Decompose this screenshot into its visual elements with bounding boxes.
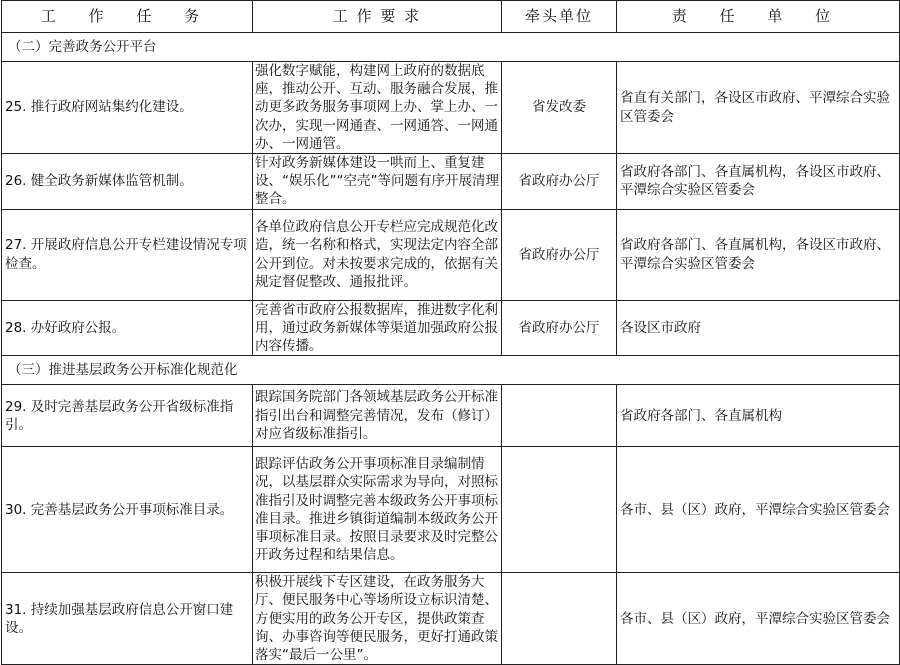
table-row <box>2 447 900 573</box>
section-row <box>2 356 900 385</box>
lead-cell: 省政府办公厅 <box>502 209 617 300</box>
table-row <box>2 62 900 154</box>
responsible-cell: 省政府各部门、各直属机构，各设区市政府、平潭综合实验区管委会 <box>617 154 900 210</box>
responsible-cell: 各市、县（区）政府，平潭综合实验区管委会 <box>617 573 900 665</box>
responsible-cell: 各设区市政府 <box>617 300 900 356</box>
task-cell: 30. 完善基层政务公开事项标准目录。 <box>2 447 253 573</box>
lead-cell: 省政府办公厅 <box>502 154 617 210</box>
header-responsible: 责 任 单 位 <box>617 1 900 33</box>
work-task-table <box>1 0 900 665</box>
lead-cell <box>502 447 617 573</box>
header-lead: 牵头单位 <box>502 1 617 33</box>
lead-cell <box>502 573 617 665</box>
header-requirement: 工 作 要 求 <box>253 1 502 33</box>
requirement-cell: 各单位政府信息公开专栏应完成规范化改造，统一名称和格式，实现法定内容全部公开到位。对未按要求完成的，依据有关规定督促整改、通报批评。 <box>253 209 502 300</box>
section-row <box>2 33 900 62</box>
requirement-cell: 针对政务新媒体建设一哄而上、重复建设、“娱乐化”“空壳”等问题有序开展清理整合。 <box>253 154 502 210</box>
header-task: 工 作 任 务 <box>2 1 253 33</box>
requirement-cell: 跟踪国务院部门各领域基层政务公开标准指引出台和调整完善情况，发布（修订）对应省级标准指引。 <box>253 385 502 447</box>
task-cell: 25. 推行政府网站集约化建设。 <box>2 62 253 154</box>
task-cell: 29. 及时完善基层政务公开省级标准指引。 <box>2 385 253 447</box>
table-row <box>2 209 900 300</box>
requirement-cell: 强化数字赋能，构建网上政府的数据底座，推动公开、互动、服务融合发展，推动更多政务服务事项网上办、掌上办、一次办，实现一网通查、一网通答、一网通办、一网通管。 <box>253 62 502 154</box>
table-row <box>2 154 900 210</box>
requirement-cell: 完善省市政府公报数据库，推进数字化利用，通过政务新媒体等渠道加强政府公报内容传播。 <box>253 300 502 356</box>
responsible-cell: 省直有关部门，各设区市政府、平潭综合实验区管委会 <box>617 62 900 154</box>
responsible-cell: 各市、县（区）政府，平潭综合实验区管委会 <box>617 447 900 573</box>
table-row <box>2 300 900 356</box>
responsible-cell: 省政府各部门、各直属机构 <box>617 385 900 447</box>
task-cell: 31. 持续加强基层政府信息公开窗口建设。 <box>2 573 253 665</box>
table-row <box>2 385 900 447</box>
lead-cell: 省政府办公厅 <box>502 300 617 356</box>
requirement-cell: 积极开展线下专区建设，在政务服务大厅、便民服务中心等场所设立标识清楚、方便实用的政务公开专区，提供政策查询、办事咨询等便民服务，更好打通政策落实“最后一公里”。 <box>253 573 502 665</box>
table-row <box>2 573 900 665</box>
task-cell: 28. 办好政府公报。 <box>2 300 253 356</box>
lead-cell: 省发改委 <box>502 62 617 154</box>
section-title: （二）完善政务公开平台 <box>2 33 900 62</box>
task-cell: 26. 健全政务新媒体监管机制。 <box>2 154 253 210</box>
section-title: （三）推进基层政务公开标准化规范化 <box>2 356 900 385</box>
header-row <box>2 1 900 33</box>
requirement-cell: 跟踪评估政务公开事项标准目录编制情况，以基层群众实际需求为导向，对照标准指引及时调整完善本级政务公开事项标准目录。推进乡镇街道编制本级政务公开事项标准目录。按照目录要求及时完整公开政务过程和结果信息。 <box>253 447 502 573</box>
task-cell: 27. 开展政府信息公开专栏建设情况专项检查。 <box>2 209 253 300</box>
responsible-cell: 省政府各部门、各直属机构，各设区市政府、平潭综合实验区管委会 <box>617 209 900 300</box>
lead-cell <box>502 385 617 447</box>
